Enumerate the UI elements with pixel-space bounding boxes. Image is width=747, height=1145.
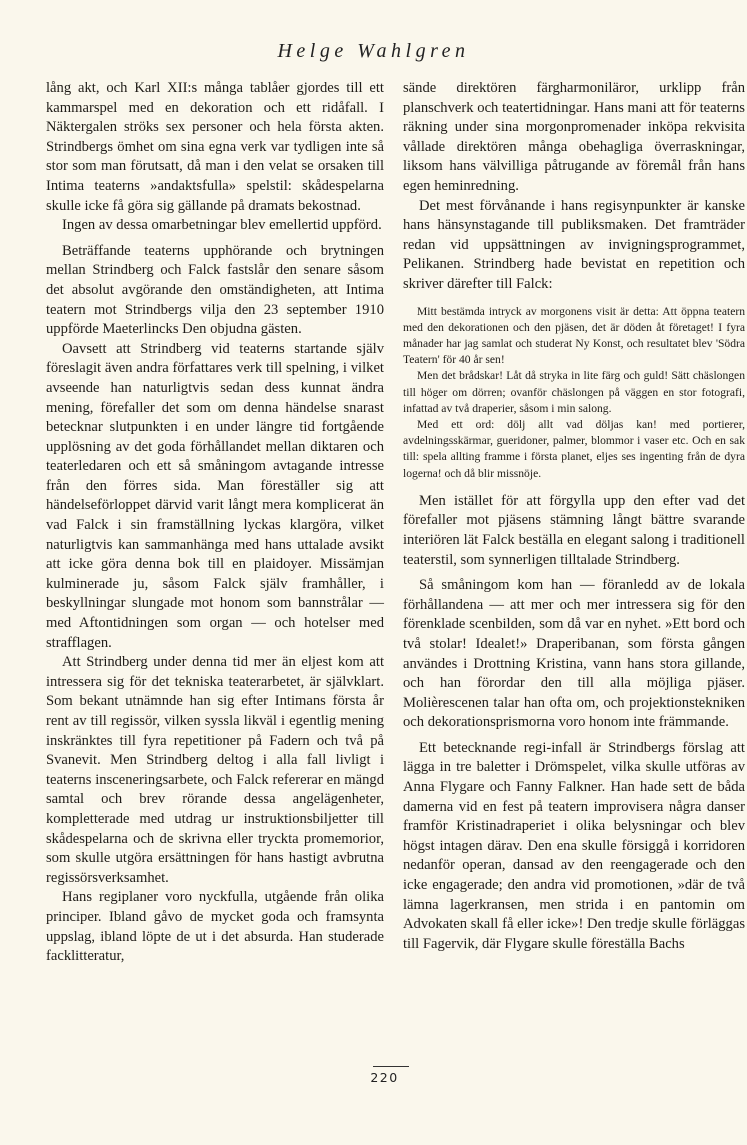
quote-paragraph: Mitt bestämda intryck av morgonens visit är detta: Att öppna teatern med den dekorationen och den pjäsen, det är döden åt företaget! I fyra månader har jag samlat och studerat Ny Konst, och resultatet blev 'Södra Teatern' för 40 år sen!	[403, 304, 745, 367]
paragraph: Beträffande teaterns upphörande och brytningen mellan Strindberg och Falck fastslår den senare såsom det absolut avgörande den omständigheten, att Intima teatern mot Strindbergs vilja den 23 september 1910 uppförde Maeterlincks Den objudna gästen.	[46, 242, 384, 338]
paragraph: lång akt, och Karl XII:s många tablåer gjordes till ett kammarspel med en dekoration och ett ridåfall. I Näktergalen ströks sex personer och hela första akten. Strindbergs ömhet om sina egna verk var tydligen inte så stor som man förutsatt, då man i den velat se orsaken till Intima teaterns »andaktsfulla» spelstil: skådespelarna skulle icke få göra sig gällande på dramats bekostnad.	[46, 80, 384, 214]
left-column	[46, 79, 384, 967]
page-number-rule	[373, 1066, 409, 1067]
quote-paragraph: Men det brådskar! Låt då stryka in lite färg och guld! Sätt chäslongen till höger om dörren; ovanför chäslongen på väggen en stor fotografi, infattad av två draperier, såsom i min salong.	[403, 369, 745, 415]
paragraph: Ett betecknande regi-infall är Strindbergs förslag att lägga in tre baletter i Drömspelet, vilka skulle utföras av Anna Flygare och Fanny Falkner. Han hade sett de båda damerna vid en fest på teatern improvisera några danser framför Kristinadraperiet i olika belysningar och blev högst intagen därav. Den ena skulle försiggå i korridoren nedanför operan, dansad av den reengagerade och den icke engagerade; den andra vid promotionen, »där de två lämna lagerkransen, men strida i en pantomin om Advokaten skall få eller icke»! Den tredje skulle förläggas till Fagervik, där Flygare skulle föreställa Bachs	[403, 739, 745, 952]
paragraph: Men istället för att förgylla upp den efter vad det förefaller mot pjäsens stämning långt bättre svarande interiören lät Falck beställa en elegant salong i traditionell teaterstil, som synnerligen tilltalade Strindberg.	[403, 492, 745, 568]
right-column	[403, 79, 745, 954]
paragraph: Det mest förvånande i hans regisynpunkter är kanske hans hänsynstagande till publiksmaken. Det framträder redan vid uppsättningen av invigningsprogrammet, Pelikanen. Strindberg hade bevistat en repetition och skriver därefter till Falck:	[403, 197, 745, 292]
paragraph: Ingen av dessa omarbetningar blev emellertid uppförd.	[62, 217, 382, 234]
paragraph: Så småningom kom han — föranledd av de lokala förhållandena — att mer och mer intressera sig för den förenklade scenbilden, som då var en nyhet. »Ett bord och två stolar! Idealet!» Draperibanan, som första gången användes i Drottning Kristina, vann hans stora gillande, och han förordar den till alla möjliga pjäser. Molièrescenen talar han ofta om, och projektionstekniken och dekorationsprismorna voro honom inte främmande.	[403, 577, 745, 731]
quote-paragraph: Med ett ord: dölj allt vad döljas kan! med portierer, avdelningsskärmar, gueridoner, palmer, blommor i vaser etc. Och en sak till: spela allting framme i första planet, eljes ses ingenting från de dyra logerna! och då blir missnöje.	[403, 417, 745, 480]
block-quote-letter	[403, 304, 745, 482]
paragraph: Oavsett att Strindberg vid teaterns startande själv föreslagit även andra författares verk till spelning, i vilket avseende han naturligtvis sedan dess kunnat ändra mening, förefaller det som om denna händelse snarast betecknar slutpunkten i en under längre tid fortgående upplösning av det goda förhållandet mellan diktaren och teaterledaren och ett så småningom avtagande intresse från den förres sida. Man föreställer sig att händelseförloppet därvid varit långt mera komplicerat än vad Falck i sin framställning lyckas klargöra, vilket naturligtvis kan sammanhänga med hans uttalade avsikt att icke göra denna bok till en plaidoyer. Missämjan kulminerade ju, såsom Falck själv framhåller, i beskyllningar slungade mot honom som bannstrålar — med Aftontidningen som organ — och hotelser med strafflagen.	[46, 340, 384, 651]
running-head-author: Helge Wahlgren	[277, 40, 470, 62]
paragraph: sände direktören färgharmoniläror, urklipp från planschverk och teatertidningar. Hans mani att för teaterns räkning under sina morgonpromenader inköpa rekvisita vållade direktören många obehagliga överraskningar, liksom hans välvilliga påtrugande av föremål från hans egen heminredning.	[403, 80, 745, 194]
page-number: 220	[370, 1070, 399, 1085]
paragraph: Hans regiplaner voro nyckfulla, utgående från olika principer. Ibland gåvo de mycket goda och framsynta uppslag, ibland löpte de ut i det absurda. Han studerade facklitteratur,	[46, 889, 384, 965]
paragraph: Att Strindberg under denna tid mer än eljest kom att intressera sig för det tekniska teaterarbetet, är självklart. Som bekant utnämnde han sig efter Intimans första år rent av till regissör, vilken syssla likväl i egentlig mening inskränktes till fyra repetitioner på Fadern och två på Svanevit. Men Strindberg deltog i alla fall livligt i teaterns insceneringsarbete, och Falck refererar en mängd samtal och brev rörande dessa angelägenheter, kompletterade med utdrag ur instruktionsbiljetter till skådespelarna och de skrivna eller tryckta promemorior, som skulle utgöra ersättningen för hans hastigt avbrutna regissörsverksamhet.	[46, 654, 384, 886]
